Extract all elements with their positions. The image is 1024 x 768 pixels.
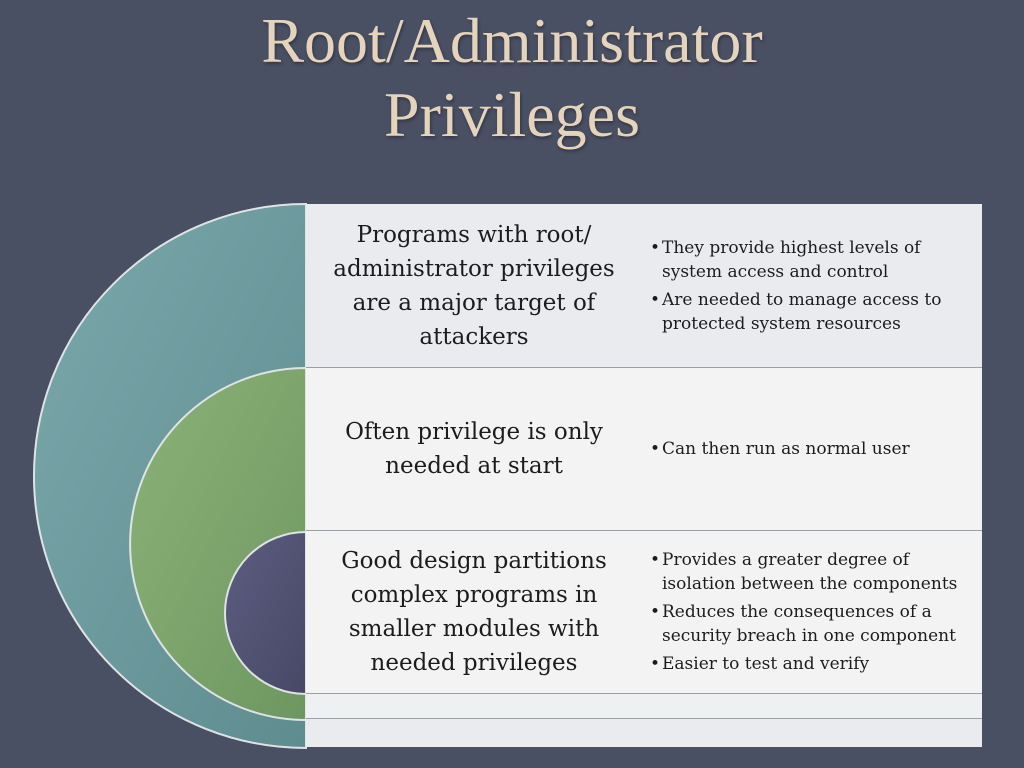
row-3-bullets [650,531,974,693]
row-panel-5-empty [306,719,982,747]
bullet-text: They provide highest levels of system access and control [662,237,921,282]
row-3-heading: Good design partitions complex programs in smaller modules with needed privileges [341,548,607,676]
row-panel-2 [306,368,982,531]
bullet-text: Easier to test and verify [662,654,870,674]
bullet-item: • Can then run as normal user [650,439,910,459]
bullet-item: • Reduces the consequences of a security breach in one component [650,602,956,646]
bullet-text: Provides a greater degree of isolation between the components [662,550,958,594]
row-panel-1 [306,204,982,368]
bullet-item: • Provides a greater degree of isolation between the components [650,550,958,594]
row-panel-3 [306,531,982,694]
bullet-text: Can then run as normal user [662,439,910,459]
bullet-text: Are needed to manage access to protected system resources [662,289,942,334]
title-line-1: Root/Administrator [261,5,763,76]
bullet-item: • Are needed to manage access to protected system resources [650,289,942,334]
bullet-item: • Easier to test and verify [650,654,870,674]
row-panel-4-empty [306,694,982,719]
row-1-bullets [650,204,974,367]
title-line-2: Privileges [384,79,640,150]
row-2-heading: Often privilege is only needed at start [345,419,603,479]
bullet-text: Reduces the consequences of a security breach in one component [662,602,956,646]
bullet-item: • They provide highest levels of system access and control [650,237,921,282]
row-1-heading: Programs with root/ administrator privileges are a major target of attackers [333,221,615,350]
row-2-bullets [650,368,974,530]
